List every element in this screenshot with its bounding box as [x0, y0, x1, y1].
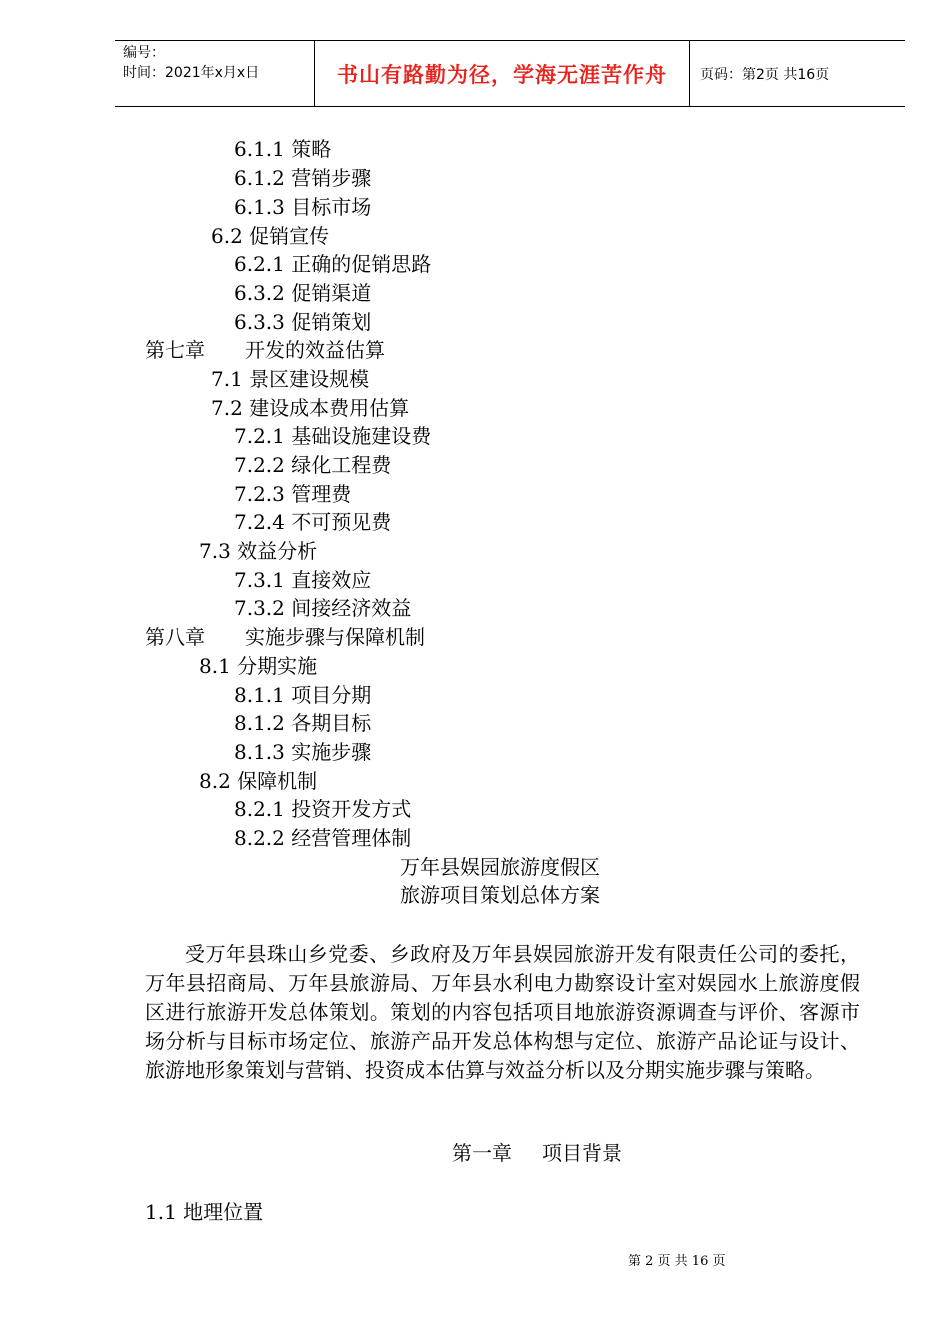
section-heading: 1.1 地理位置 — [145, 1200, 264, 1224]
toc-item: 8.1.1 项目分期 — [234, 683, 372, 707]
toc-item: 6.3.3 促销策划 — [234, 310, 372, 334]
motto-text: 书山有路勤为径，学海无涯苦作舟 — [337, 62, 667, 87]
header-page-cell — [690, 41, 905, 106]
toc-item: 7.3.1 直接效应 — [234, 568, 372, 592]
toc-item: 6.2.1 正确的促销思路 — [234, 252, 432, 276]
chapter1-title: 项目背景 — [542, 1141, 622, 1165]
toc-item: 6.3.2 促销渠道 — [234, 281, 372, 305]
toc-item: 7.3.2 间接经济效益 — [234, 596, 412, 620]
toc-item: 8.1 分期实施 — [199, 654, 318, 678]
toc-item: 7.2 建设成本费用估算 — [211, 396, 410, 420]
header-meta-cell — [115, 41, 315, 106]
time-label: 时间：2021年x月x日 — [123, 65, 260, 81]
toc-item: 6.1.2 营销步骤 — [234, 166, 372, 190]
toc-chapter-title: 实施步骤与保障机制 — [245, 625, 425, 649]
toc-chapter-number: 第八章 — [145, 625, 205, 649]
toc-chapter-number: 第七章 — [145, 338, 205, 362]
page-footer: 第 2 页 共 16 页 — [628, 1254, 726, 1269]
doc-title-line2: 旅游项目策划总体方案 — [400, 883, 600, 907]
doc-title-line1: 万年县娱园旅游度假区 — [400, 855, 600, 879]
intro-paragraph: 受万年县珠山乡党委、乡政府及万年县娱园旅游开发有限责任公司的委托，万年县招商局、万年县旅游局、万年县水利电力勘察设计室对娱园水上旅游度假区进行旅游开发总体策划。策划的内容包括项目地旅游资源调查与评价、客源市场分析与目标市场定位、旅游产品开发总体构想与定位、旅游产品论证与设计、旅游地形象策划与营销、投资成本估算与效益分析以及分期实施步骤与策略。 — [145, 942, 860, 1082]
toc-item: 8.2.1 投资开发方式 — [234, 797, 412, 821]
toc-item: 7.2.3 管理费 — [234, 482, 352, 506]
toc-item: 6.1.3 目标市场 — [234, 195, 372, 219]
toc-item: 6.1.1 策略 — [234, 137, 332, 161]
toc-item: 8.1.3 实施步骤 — [234, 740, 372, 764]
page-info: 页码：第2页 共16页 — [700, 66, 830, 83]
number-label: 编号： — [123, 45, 165, 61]
toc-item: 7.3 效益分析 — [199, 539, 318, 563]
toc-item: 6.2 促销宣传 — [211, 224, 330, 248]
toc-item: 8.1.2 各期目标 — [234, 711, 372, 735]
toc-item: 7.2.2 绿化工程费 — [234, 453, 392, 477]
toc-item: 8.2 保障机制 — [199, 769, 318, 793]
page-header — [115, 40, 905, 107]
toc-item: 7.2.4 不可预见费 — [234, 510, 392, 534]
chapter1-number: 第一章 — [452, 1141, 512, 1165]
toc-item: 7.2.1 基础设施建设费 — [234, 424, 432, 448]
toc-item: 7.1 景区建设规模 — [211, 367, 370, 391]
header-motto-cell — [315, 41, 690, 106]
toc-item: 8.2.2 经营管理体制 — [234, 826, 412, 850]
toc-chapter-title: 开发的效益估算 — [245, 338, 385, 362]
